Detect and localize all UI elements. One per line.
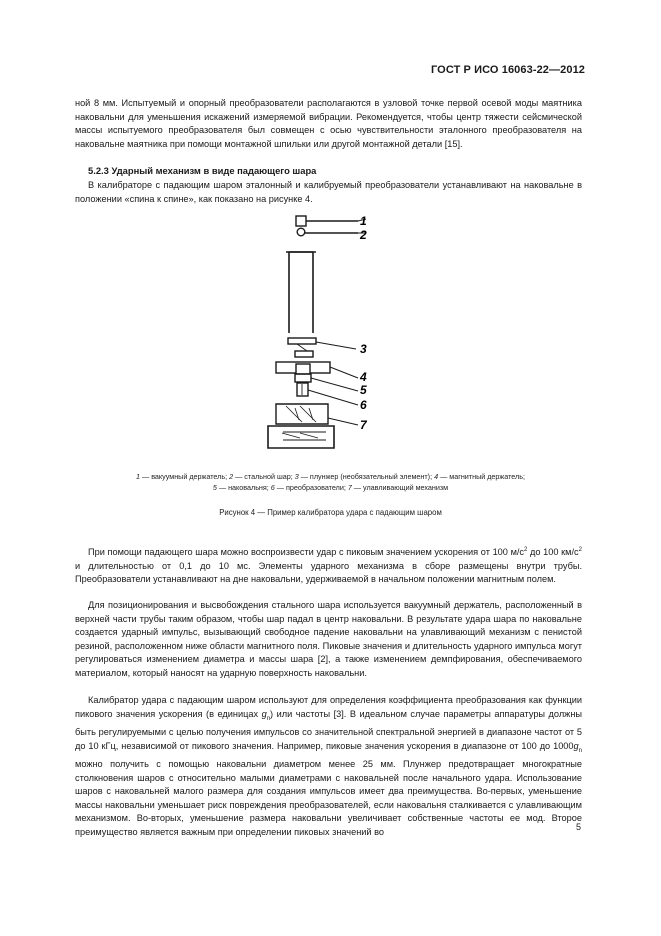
anvil-shape [295,374,311,382]
document-header-id: ГОСТ Р ИСО 16063-22—2012 [430,64,585,76]
transducers-shape [297,383,308,396]
page-number: 5 [576,822,582,832]
section-heading-5-2-3: 5.2.3 Ударный механизм в виде падающего шара [88,165,317,176]
figure-label-2: 2 [360,228,367,242]
steel-ball-shape [297,228,305,236]
paragraph-vacuum-holder: Для позиционирования и высвобождения стального шара используется вакуумный держатель, расположенный в верхней части трубы таким образом, чтобы шар падал в центр наковальни. В результате удара шара по наковальне создается ударный импульс, вызывающий свободное падение наковальни на улавливающий механизм с пенистой резиной, расположенном ниже области магнитного поля. Пиковые значения и длительность ударного импульса могут регулироваться изменением диаметра и массы шара [2], а также изменением демпфирования, обеспечиваемого материалом, который наносят на ударную поверхность наковальни. [75,600,582,678]
paragraph-calibrator-use: Калибратор удара с падающим шаром используют для определения коэффициента преобразования как функции пикового значения ускорения (в единицах $g_n$) или частоты [3]. В идеальном случае параметры аппаратуры должны быть регулируемыми с целью получения импульсов со значительной спектральной энергией в диапазоне частот от 5 до 10 кГц, независимой от пикового значения. Например, пиковые значения ускорения в диапазоне от 100 до $1000g_n$ можно получить с помощью наковальни диаметром менее 25 мм. Плунжер предотвращает многократные столкновения шаров с относительно малыми диаметрами с наковальней после начального удара. Использование шаров с наковальней малого размера для создания импульсов имеет два преимущества. Во-первых, уменьшение массы наковальни уменьшает риск повреждения преобразователей, если наковальня сталкивается с улавливающим механизмом. Во-вторых, уменьшение размера наковальни увеличивает собственные частоты ее мод. Второе преимущество является важным при определении пиковых значений во [75,695,583,837]
figure-label-5: 5 [360,383,367,397]
vacuum-holder-shape [296,216,306,226]
figure-legend [75,471,586,493]
legend-line-1: 1 — вакуумный держатель; 2 — стальной шар; 3 — плунжер (необязательный элемент); 4 — магнитный держатель; [136,472,525,481]
figure-label-3: 3 [360,342,367,356]
figure-label-1: 1 [360,214,367,228]
plunger-shape [288,338,316,344]
paragraph-mounting: ной 8 мм. Испытуемый и опорный преобразователи располагаются в узловой точке первой осевой моды маятника наковальни для уменьшения искажений измеряемой вибрации. Рекомендуется, чтобы центр тяжести сейсмической массы испытуемого преобразователя был совмещен с осью чувствительности эталонного преобразователя на наковальне маятника при помощи монтажной шпильки или другой монтажной детали [15]. [75,98,582,149]
figure-label-7: 7 [360,418,367,432]
paragraph-peak-acceleration: При помощи падающего шара можно воспроизвести удар с пиковым значением ускорения от 100 $м/с^2$ до 100 $км/с^2$ и длительностью от 0,1 до 10 мс. Элементы ударного механизма в сборе размещены внутри трубы. Преобразователи устанавливают на дне наковальни, удерживаемой в начальном положении магнитным полем. [75,547,582,585]
tube-upper-shape [289,252,313,333]
base-shape [268,426,334,448]
figure-label-4: 4 [360,370,367,384]
paragraph-back-to-back: В калибраторе с падающим шаром эталонный и калибруемый преобразователи устанавливают на наковальне в положении «спина к спине», как показано на рисунке 4. [75,180,582,204]
legend-line-2: 5 — наковальня; 6 — преобразователи; 7 — улавливающий механизм [212,483,449,492]
figure-label-6: 6 [360,398,367,412]
catching-mechanism-shape [276,404,328,424]
figure-caption: Рисунок 4 — Пример калибратора удара с падающим шаром [219,508,442,517]
